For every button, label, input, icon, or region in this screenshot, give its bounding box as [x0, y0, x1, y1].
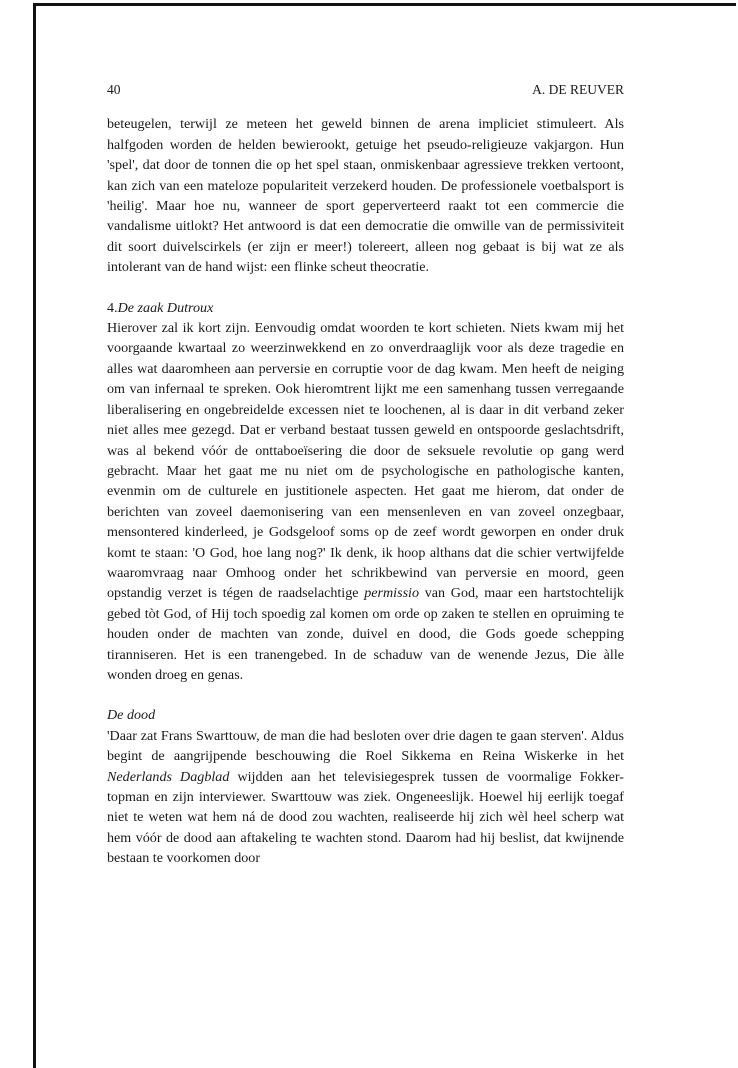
paragraph-dutroux-text-a: Hierover zal ik kort zijn. Eenvoudig omdat woorden te kort schieten. Niets kwam mij het voorgaande kwartaal zo weerzinwekkend en zo onverdraaglijk voor als deze tragedie en alles wat daaromheen aan perversie en corruptie voor de dag kwam. Men heeft de neiging om van infernaal te spreken. Ook hieromtrent lijkt me een samenhang tussen verregaande liberalisering en ongebreidelde excessen niet te loochenen, al is daar in dit verband zeker niet alles mee gezegd. Dat er verband bestaat tussen geweld en ontspoorde geslachtsdrift, was al bekend vóór de onttaboeïsering die door de seksuele revolutie op gang werd gebracht. Maar het gaat me nu niet om de psychologische en pathologische kanten, evenmin om de culturele en justitionele aspecten. Het gaat me hierom, dat onder de berichten van zoveel daemonisering van een mensenleven en van zoveel onzegbaar, mensontered kinderleed, je Godsgeloof soms op de zeef wordt geworpen en onder druk komt te staan: 'O God, hoe lang nog?' Ik denk, ik hoop althans dat die schier vertwijfelde waaromvraag naar Omhoog onder het schrikbewind van perversie en moord, geen opstandig verzet is tégen de raadselachtige [107, 320, 624, 602]
paragraph-dutroux-text-b: van God, maar een hartstochtelijk gebed tòt God, of Hij toch spoedig zal komen om orde op zaken te stellen en opruiming te houden onder de machten van zonde, duivel en dood, die Gods goede schepping tiranniseren. Het is een tranengebed. In de schaduw van de wenende Jezus, Die àlle wonden droeg en genas. [107, 585, 624, 683]
scan-border-top [36, 3, 736, 6]
paragraph-dood-text-b: wijdden aan het televisiegesprek tussen de voormalige Fokker-topman en zijn interviewer. Swarttouw was ziek. Ongeneeslijk. Hoewel hij eerlijk toegaf niet te weten wat hem ná de dood zou wachten, realiseerde hij zich wèl heel scherp wat hem vóór de dood aan aftakeling te wachten stond. Daarom had hij beslist, dat kwijnende bestaan te voorkomen door [107, 768, 624, 867]
section-heading-dutroux [107, 298, 624, 318]
section-title: De zaak Dutroux [117, 299, 214, 316]
scan-border-left [33, 3, 36, 1068]
page-number: 40 [107, 82, 121, 97]
section-heading-dood [107, 705, 624, 725]
italic-newspaper-title: Nederlands Dagblad [107, 768, 230, 785]
section-title: De dood [107, 707, 156, 724]
section-number: 4. [107, 299, 118, 316]
running-header [107, 80, 624, 100]
paragraph-dood [107, 726, 624, 869]
paragraph-voetbal: beteugelen, terwijl ze meteen het geweld binnen de arena impliciet stimuleert. Als halfgoden worden de helden bewierookt, getuige het pseudo-religieuze vakjargon. Hun 'spel', dat door de tonnen die op het spel staan, onmiskenbaar agressieve trekken vertoont, kan zich van een mateloze populariteit verzekerd houden. De professionele voetbalsport is 'heilig'. Maar hoe nu, wanneer de sport geperverteerd raakt tot een commercie die vandalisme uitlokt? Het antwoord is dat een democratie die omwille van de permissiviteit dit soort duivelscirkels (er zijn er meer!) tolereert, alleen nog gebaat is bij wat ze als intolerant van de hand wijst: een flinke scheut theocratie. [107, 116, 624, 276]
paragraph-dood-text-a: 'Daar zat Frans Swarttouw, de man die had besloten over drie dagen te gaan sterven'. Aldus begint de aangrijpende beschouwing die Roel Sikkema en Reina Wiskerke in het [107, 727, 624, 765]
italic-term-permissio: permissio [364, 585, 420, 602]
book-page [107, 80, 624, 869]
paragraph-dutroux [107, 318, 624, 685]
running-title: A. DE REUVER [532, 82, 624, 97]
